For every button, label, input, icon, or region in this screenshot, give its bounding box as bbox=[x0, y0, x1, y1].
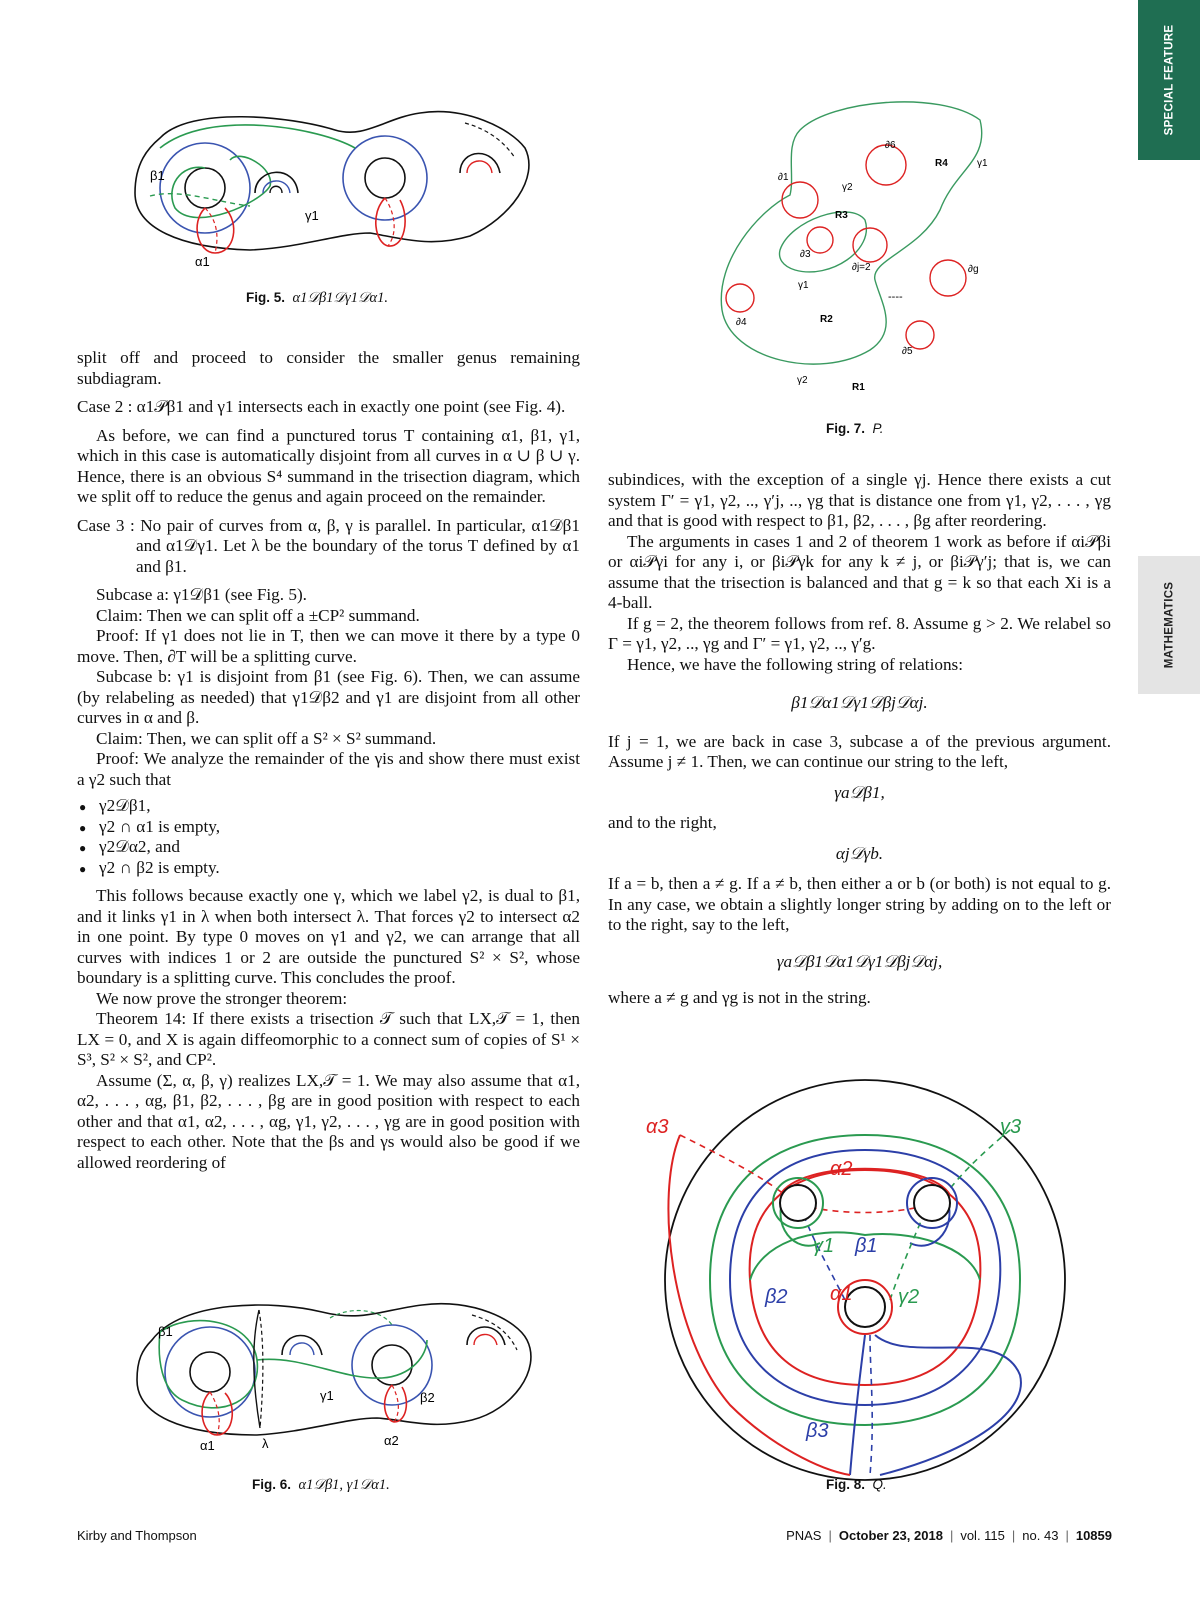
paragraph: As before, we can find a punctured torus T containing α1, β1, γ1, which in this case is automatically disjoint from all curves in α ∪ β ∪ γ. Hence, there is an obvious S⁴ summand in the trisection diagram, which we split off to reduce the genus and again proceed on the remainder. bbox=[77, 425, 580, 506]
list-item: ● γ2 ∩ β2 is empty. bbox=[77, 858, 580, 879]
paragraph: This follows because exactly one γ, which we label γ2, is dual to β1, and it links γ1 in λ when both intersect λ. That forces γ2 to intersect α2 in one point. By type 0 moves on γ1 and γ2, we can arrange that all curves with indices 1 or 2 are outside the punctured S² × S², whose boundary is a splitting curve. This concludes the proof. bbox=[77, 886, 580, 987]
paragraph: The arguments in cases 1 and 2 of theorem 1 work as before if αi𝒫βi or αi𝒫γi for any i, or βi𝒫γk for any k ≠ j, or βi𝒫γ′j; that is, we can assume that the trisection is balanced and that g = k so that each Xi is a 4-ball. bbox=[608, 531, 1111, 612]
fig7-label-a5: ∂5 bbox=[902, 346, 913, 357]
figure-6-diagram bbox=[122, 1300, 542, 1465]
fig7-label-g1-top: γ1 bbox=[977, 158, 988, 169]
fig7-label-g2-bot: γ2 bbox=[797, 375, 808, 386]
case-3: Case 3 : No pair of curves from α, β, γ is parallel. In particular, α1𝒟β1 and α1𝒟γ1. Let λ be the boundary of the torus T defined by α1 and β1. bbox=[77, 515, 580, 576]
fig6-label-beta1: β1 bbox=[158, 1324, 173, 1339]
caption-label: Fig. 8. bbox=[826, 1477, 866, 1492]
section-tab-label: MATHEMATICS bbox=[1163, 581, 1175, 669]
paragraph: If j = 1, we are back in case 3, subcase a of the previous argument. Assume j ≠ 1. Then, we can continue our string to the left, bbox=[608, 731, 1111, 771]
fig8-label-beta3: β3 bbox=[806, 1420, 829, 1442]
fig7-label-a4: ∂4 bbox=[736, 317, 747, 328]
fig8-label-beta1: β1 bbox=[855, 1235, 878, 1257]
case-2: Case 2 : α1𝒫β1 and γ1 intersects each in exactly one point (see Fig. 4). bbox=[77, 397, 566, 416]
paragraph: Hence, we have the following string of relations: bbox=[627, 654, 964, 674]
proof: Proof: We analyze the remainder of the γis and show there must exist a γ2 such that bbox=[77, 749, 580, 789]
proof: Proof: If γ1 does not lie in T, then we can move it there by a type 0 move. Then, ∂T will be a splitting curve. bbox=[77, 626, 580, 666]
page-number: 10859 bbox=[1075, 1528, 1112, 1543]
fig8-label-alpha1: α1 bbox=[830, 1283, 853, 1305]
fig6-label-lambda: λ bbox=[262, 1436, 269, 1451]
fig8-label-alpha2: α2 bbox=[830, 1158, 853, 1180]
issue: no. 43 bbox=[1022, 1528, 1059, 1543]
fig7-label-g2-top: γ2 bbox=[842, 182, 853, 193]
figure-7-caption bbox=[826, 421, 884, 436]
list-item: ● γ2 ∩ α1 is empty, bbox=[77, 817, 580, 838]
fig7-label-r2: R2 bbox=[820, 314, 833, 325]
fig7-label-ag: ∂g bbox=[968, 264, 979, 275]
paragraph: We now prove the stronger theorem: bbox=[96, 988, 348, 1008]
figure-8-caption bbox=[826, 1477, 887, 1492]
caption-text: P. bbox=[872, 421, 884, 436]
figure-7-diagram bbox=[700, 100, 1010, 400]
fig7-label-aj2: ∂j=2 bbox=[852, 262, 871, 273]
equation: γa𝒟β1, bbox=[834, 782, 885, 802]
fig5-label-alpha1: α1 bbox=[195, 254, 210, 269]
fig6-label-alpha1: α1 bbox=[200, 1438, 215, 1453]
fig7-label-r3: R3 bbox=[835, 210, 848, 221]
fig7-label-r4: R4 bbox=[935, 158, 948, 169]
fig8-label-gamma1: γ1 bbox=[813, 1235, 835, 1257]
paragraph: Assume (Σ, α, β, γ) realizes LX,𝒯 = 1. We may also assume that α1, α2, . . . , αg, β1, β2, . . . , βg are in good position with respect to each other and that α1, α2, . . . , αg, γ1, γ2, . . . , γg are in good position with respect to each other. Note that the βs and γs would also be good if we allowed reordering of bbox=[77, 1070, 580, 1172]
paragraph: split off and proceed to consider the smaller genus remaining subdiagram. bbox=[77, 348, 580, 388]
caption-label: Fig. 7. bbox=[826, 421, 866, 436]
journal-name: PNAS bbox=[786, 1528, 822, 1543]
fig8-label-gamma2: γ2 bbox=[898, 1286, 920, 1308]
volume: vol. 115 bbox=[960, 1528, 1005, 1543]
left-column bbox=[77, 348, 580, 1173]
list-item: ● γ2𝒟α2, and bbox=[77, 837, 580, 858]
equation: β1𝒟α1𝒟γ1𝒟βj𝒟αj. bbox=[791, 693, 928, 712]
subcase-b: Subcase b: γ1 is disjoint from β1 (see Fig. 6). Then, we can assume (by relabeling as needed) that γ1𝒟β2 and γ1 are disjoint from all other curves in α and β. bbox=[77, 667, 580, 727]
paragraph: If g = 2, the theorem follows from ref. 8. Assume g > 2. We relabel so Γ = γ1, γ2, .., γg and Γ′ = γ1, γ2, .., γ′g. bbox=[608, 613, 1111, 653]
claim: Claim: Then, we can split off a S² × S² summand. bbox=[96, 728, 437, 748]
figure-8-diagram bbox=[646, 1075, 1070, 1485]
figure-5-caption bbox=[246, 290, 388, 307]
fig6-label-alpha2: α2 bbox=[384, 1433, 399, 1448]
figure-5-diagram bbox=[120, 108, 540, 278]
caption-text: Q. bbox=[872, 1477, 887, 1492]
fig7-label-a3: ∂3 bbox=[800, 249, 811, 260]
list-item: ● γ2𝒟β1, bbox=[77, 796, 580, 817]
claim: Claim: Then we can split off a ±CP² summand. bbox=[96, 605, 420, 625]
fig5-label-gamma1: γ1 bbox=[305, 208, 319, 223]
fig5-label-beta1: β1 bbox=[150, 168, 165, 183]
fig6-label-gamma1: γ1 bbox=[320, 1388, 334, 1403]
caption-label: Fig. 5. bbox=[246, 290, 286, 305]
fig8-label-alpha3: α3 bbox=[646, 1116, 669, 1138]
figure-6-caption bbox=[252, 1477, 390, 1494]
fig7-label-r1: R1 bbox=[852, 382, 865, 393]
caption-label: Fig. 6. bbox=[252, 1477, 292, 1492]
paragraph: where a ≠ g and γg is not in the string. bbox=[608, 988, 871, 1007]
section-tab-special-feature bbox=[1138, 0, 1200, 160]
publication-date: October 23, 2018 bbox=[838, 1528, 943, 1543]
caption-text: α1𝒟β1𝒟γ1𝒟α1. bbox=[292, 290, 389, 306]
paragraph: subindices, with the exception of a single γj. Hence there exists a cut system Γ′ = γ1, γ2, .., γ′j, .., γg that is distance one from γ1, γ2, . . . , γg and that is good with respect to β1, β2, . . . , βg after reordering. bbox=[608, 470, 1111, 530]
caption-text: α1𝒟β1, γ1𝒟α1. bbox=[298, 1477, 390, 1493]
theorem-14: Theorem 14: If there exists a trisection 𝒯 such that LX,𝒯 = 1, then LX = 0, and X is again diffeomorphic to a connect sum of copies of S¹ × S³, S² × S², and CP². bbox=[77, 1009, 580, 1069]
section-tab-label: SPECIAL FEATURE bbox=[1163, 24, 1175, 136]
fig7-label-dashes: ---- bbox=[888, 291, 903, 303]
bullet-list bbox=[77, 796, 580, 878]
fig8-label-gamma3: γ3 bbox=[1000, 1116, 1022, 1138]
fig7-label-a1: ∂1 bbox=[778, 172, 789, 183]
fig7-label-g1-mid: γ1 bbox=[798, 280, 809, 291]
subcase-a: Subcase a: γ1𝒟β1 (see Fig. 5). bbox=[96, 585, 307, 604]
section-tab-mathematics bbox=[1138, 556, 1200, 694]
fig8-label-beta2: β2 bbox=[765, 1286, 788, 1308]
footer-citation: PNAS | October 23, 2018 | vol. 115 | no. 43 | 10859 bbox=[786, 1528, 1112, 1543]
right-column bbox=[608, 470, 1111, 1009]
fig7-label-a6: ∂6 bbox=[885, 140, 896, 151]
fig6-label-beta2: β2 bbox=[420, 1390, 435, 1405]
equation: γa𝒟β1𝒟α1𝒟γ1𝒟βj𝒟αj, bbox=[776, 951, 943, 971]
equation: αj𝒟γb. bbox=[835, 843, 884, 863]
paragraph: If a = b, then a ≠ g. If a ≠ b, then either a or b (or both) is not equal to g. In any case, we obtain a slightly longer string by adding on to the left or to the right, say to the left, bbox=[608, 874, 1111, 934]
paragraph: and to the right, bbox=[608, 813, 717, 832]
footer-authors: Kirby and Thompson bbox=[77, 1528, 197, 1543]
